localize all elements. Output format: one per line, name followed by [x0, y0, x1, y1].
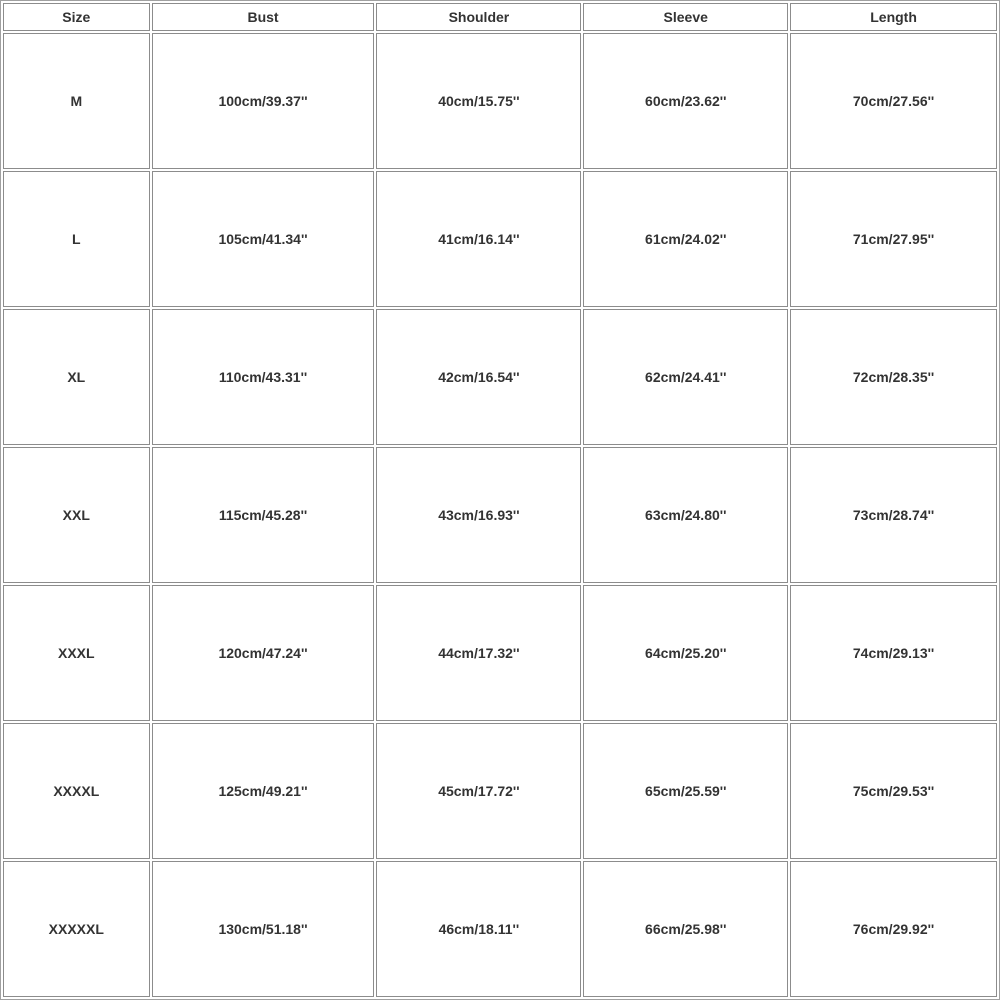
table-row	[3, 585, 997, 721]
header-shoulder: Shoulder	[376, 3, 581, 31]
cell-bust: 110cm/43.31''	[152, 309, 375, 445]
cell-bust: 115cm/45.28''	[152, 447, 375, 583]
cell-shoulder: 45cm/17.72''	[376, 723, 581, 859]
cell-length: 75cm/29.53''	[790, 723, 997, 859]
table-row	[3, 171, 997, 307]
cell-bust: 120cm/47.24''	[152, 585, 375, 721]
cell-bust: 125cm/49.21''	[152, 723, 375, 859]
cell-bust: 130cm/51.18''	[152, 861, 375, 997]
cell-size: XXXL	[3, 585, 150, 721]
cell-sleeve: 61cm/24.02''	[583, 171, 788, 307]
header-length: Length	[790, 3, 997, 31]
cell-length: 74cm/29.13''	[790, 585, 997, 721]
cell-shoulder: 41cm/16.14''	[376, 171, 581, 307]
cell-length: 73cm/28.74''	[790, 447, 997, 583]
cell-sleeve: 60cm/23.62''	[583, 33, 788, 169]
cell-size: M	[3, 33, 150, 169]
table-row	[3, 447, 997, 583]
cell-sleeve: 63cm/24.80''	[583, 447, 788, 583]
table-row	[3, 309, 997, 445]
header-row	[3, 3, 997, 31]
cell-shoulder: 46cm/18.11''	[376, 861, 581, 997]
cell-shoulder: 40cm/15.75''	[376, 33, 581, 169]
table-row	[3, 861, 997, 997]
cell-bust: 100cm/39.37''	[152, 33, 375, 169]
table-row	[3, 723, 997, 859]
cell-length: 72cm/28.35''	[790, 309, 997, 445]
cell-sleeve: 65cm/25.59''	[583, 723, 788, 859]
header-sleeve: Sleeve	[583, 3, 788, 31]
table-row	[3, 33, 997, 169]
cell-size: XL	[3, 309, 150, 445]
cell-length: 71cm/27.95''	[790, 171, 997, 307]
cell-shoulder: 44cm/17.32''	[376, 585, 581, 721]
cell-sleeve: 64cm/25.20''	[583, 585, 788, 721]
cell-size: XXL	[3, 447, 150, 583]
header-size: Size	[3, 3, 150, 31]
cell-shoulder: 43cm/16.93''	[376, 447, 581, 583]
cell-size: L	[3, 171, 150, 307]
cell-length: 70cm/27.56''	[790, 33, 997, 169]
cell-size: XXXXXL	[3, 861, 150, 997]
cell-bust: 105cm/41.34''	[152, 171, 375, 307]
cell-shoulder: 42cm/16.54''	[376, 309, 581, 445]
cell-length: 76cm/29.92''	[790, 861, 997, 997]
cell-size: XXXXL	[3, 723, 150, 859]
cell-sleeve: 62cm/24.41''	[583, 309, 788, 445]
cell-sleeve: 66cm/25.98''	[583, 861, 788, 997]
header-bust: Bust	[152, 3, 375, 31]
